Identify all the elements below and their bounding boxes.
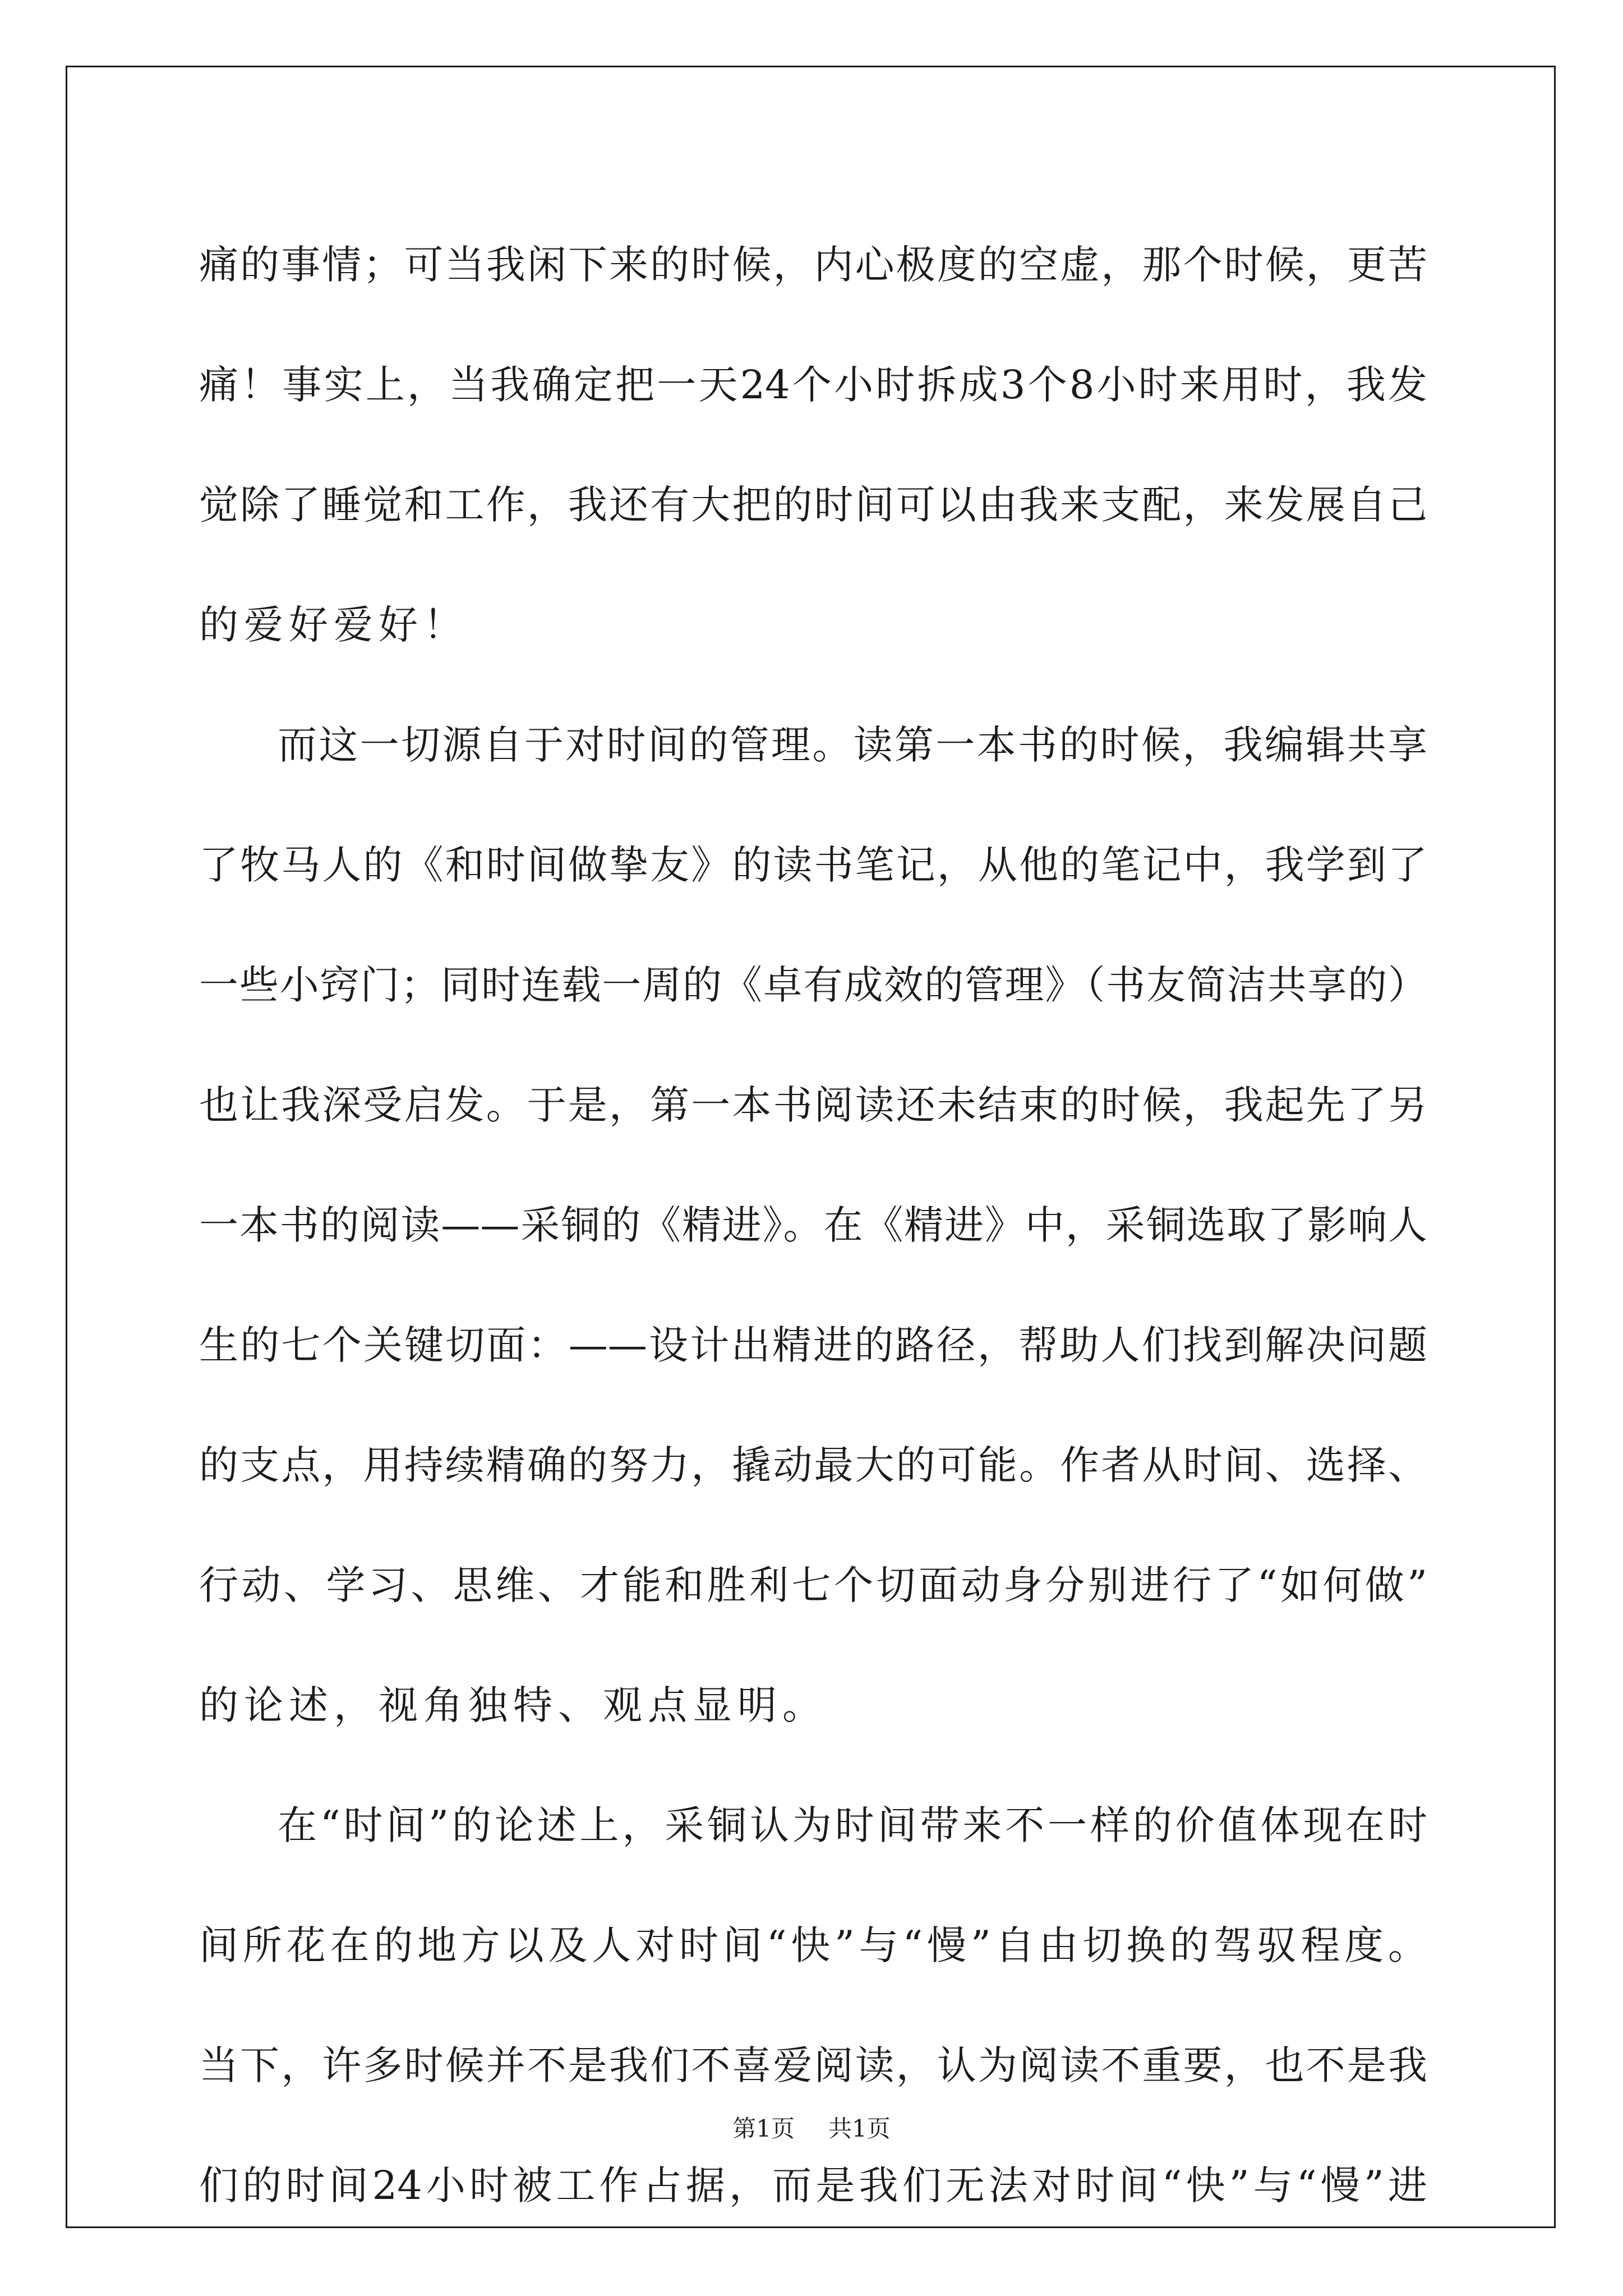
text-line: 生的七个关键切面：——设计出精进的路径，帮助人们找到解决问题 [199,1322,1427,1368]
text-line: 的支点，用持续精确的努力，撬动最大的可能。作者从时间、选择、 [199,1442,1427,1488]
page-number: 第1页 [732,2115,795,2142]
page-total: 共1页 [828,2115,891,2142]
text-line: 行动、学习、思维、才能和胜利七个切面动身分别进行了“如何做” [199,1562,1427,1608]
text-line: 也让我深受启发。于是，第一本书阅读还未结束的时候，我起先了另 [199,1082,1427,1128]
text-line: 了牧马人的《和时间做挚友》的读书笔记，从他的笔记中，我学到了 [199,842,1427,888]
page-footer [0,2112,1623,2146]
document-body [199,205,1427,2246]
text-line: 们的时间24小时被工作占据，而是我们无法对时间“快”与“慢”进 [199,2162,1427,2208]
text-line: 而这一切源自于对时间的管理。读第一本书的时候，我编辑共享 [278,722,1427,768]
text-line: 的论述，视角独特、观点显明。 [199,1682,827,1728]
text-line: 间所花在的地方以及人对时间“快”与“慢”自由切换的驾驭程度。 [199,1922,1427,1968]
text-line: 一本书的阅读——采铜的《精进》。在《精进》中，采铜选取了影响人 [199,1202,1427,1248]
text-line: 在“时间”的论述上，采铜认为时间带来不一样的价值体现在时 [278,1802,1427,1848]
text-line: 痛！事实上，当我确定把一天24个小时拆成3个8小时来用时，我发 [199,362,1427,408]
text-line: 当下，许多时候并不是我们不喜爱阅读，认为阅读不重要，也不是我 [199,2042,1427,2088]
text-line: 一些小窍门；同时连载一周的《卓有成效的管理》（书友简洁共享的） [199,962,1427,1008]
text-line: 觉除了睡觉和工作，我还有大把的时间可以由我来支配，来发展自己 [199,482,1427,528]
text-line: 的爱好爱好！ [199,602,468,648]
text-line: 痛的事情；可当我闲下来的时候，内心极度的空虚，那个时候，更苦 [199,242,1427,288]
